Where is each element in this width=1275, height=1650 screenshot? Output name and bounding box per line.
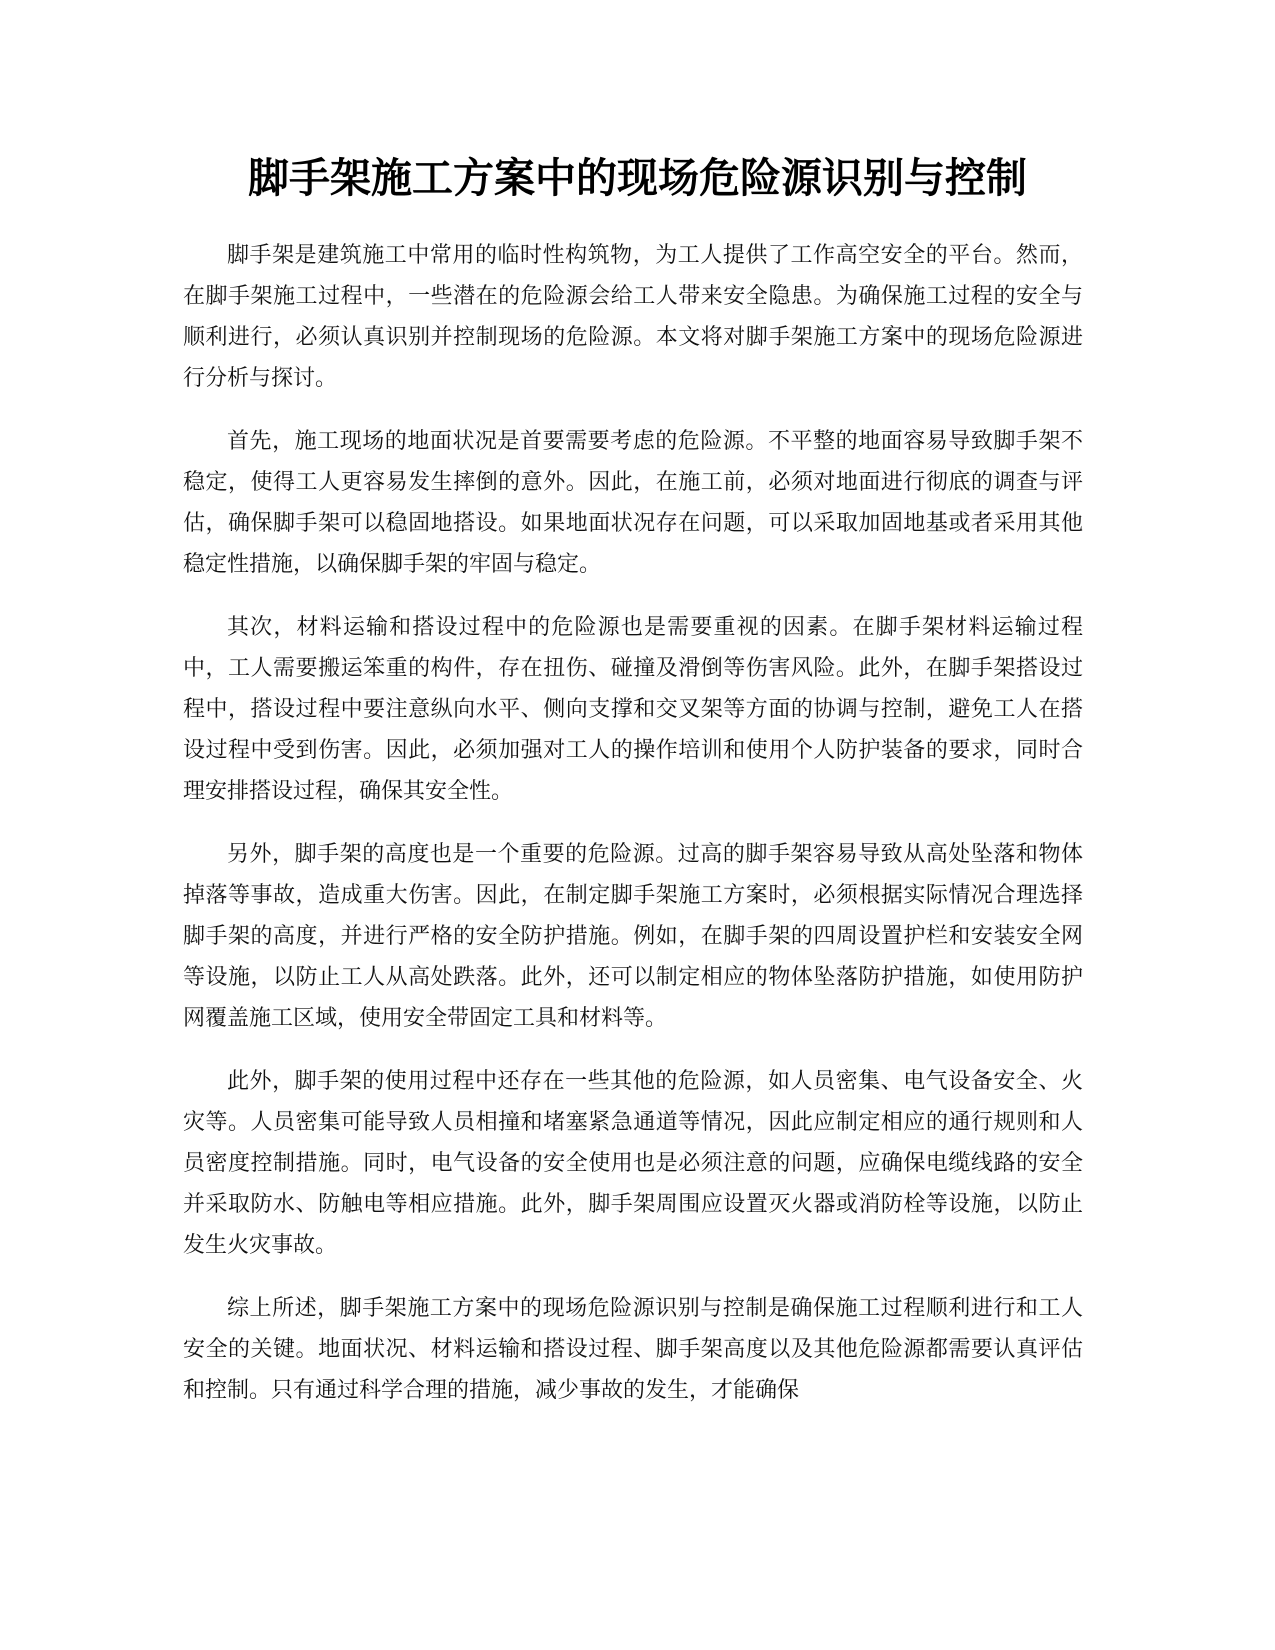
- document-body: [183, 235, 1083, 1433]
- paragraph-scaffold-height: 另外，脚手架的高度也是一个重要的危险源。过高的脚手架容易导致从高处坠落和物体掉落等事故，造成重大伤害。因此，在制定脚手架施工方案时，必须根据实际情况合理选择脚手架的高度，并进行严格的安全防护措施。例如，在脚手架的四周设置护栏和安装安全网等设施，以防止工人从高处跌落。此外，还可以制定相应的物体坠落防护措施，如使用防护网覆盖施工区域，使用安全带固定工具和材料等。: [183, 842, 1083, 1031]
- paragraph-conclusion: 综上所述，脚手架施工方案中的现场危险源识别与控制是确保施工过程顺利进行和工人安全的关键。地面状况、材料运输和搭设过程、脚手架高度以及其他危险源都需要认真评估和控制。只有通过科学合理的措施，减少事故的发生，才能确保: [183, 1296, 1083, 1403]
- paragraph-other-hazards: 此外，脚手架的使用过程中还存在一些其他的危险源，如人员密集、电气设备安全、火灾等。人员密集可能导致人员相撞和堵塞紧急通道等情况，因此应制定相应的通行规则和人员密度控制措施。同时，电气设备的安全使用也是必须注意的问题，应确保电缆线路的安全并采取防水、防触电等相应措施。此外，脚手架周围应设置灭火器或消防栓等设施，以防止发生火灾事故。: [183, 1069, 1083, 1258]
- paragraph-ground-condition: 首先，施工现场的地面状况是首要需要考虑的危险源。不平整的地面容易导致脚手架不稳定，使得工人更容易发生摔倒的意外。因此，在施工前，必须对地面进行彻底的调查与评估，确保脚手架可以稳固地搭设。如果地面状况存在问题，可以采取加固地基或者采用其他稳定性措施，以确保脚手架的牢固与稳定。: [183, 429, 1083, 577]
- paragraph-material-transport: 其次，材料运输和搭设过程中的危险源也是需要重视的因素。在脚手架材料运输过程中，工人需要搬运笨重的构件，存在扭伤、碰撞及滑倒等伤害风险。此外，在脚手架搭设过程中，搭设过程中要注意纵向水平、侧向支撑和交叉架等方面的协调与控制，避免工人在搭设过程中受到伤害。因此，必须加强对工人的操作培训和使用个人防护装备的要求，同时合理安排搭设过程，确保其安全性。: [183, 615, 1083, 804]
- paragraph-intro: 脚手架是建筑施工中常用的临时性构筑物，为工人提供了工作高空安全的平台。然而，在脚手架施工过程中，一些潜在的危险源会给工人带来安全隐患。为确保施工过程的安全与顺利进行，必须认真识别并控制现场的危险源。本文将对脚手架施工方案中的现场危险源进行分析与探讨。: [183, 243, 1083, 391]
- document-title: 脚手架施工方案中的现场危险源识别与控制: [248, 154, 1027, 202]
